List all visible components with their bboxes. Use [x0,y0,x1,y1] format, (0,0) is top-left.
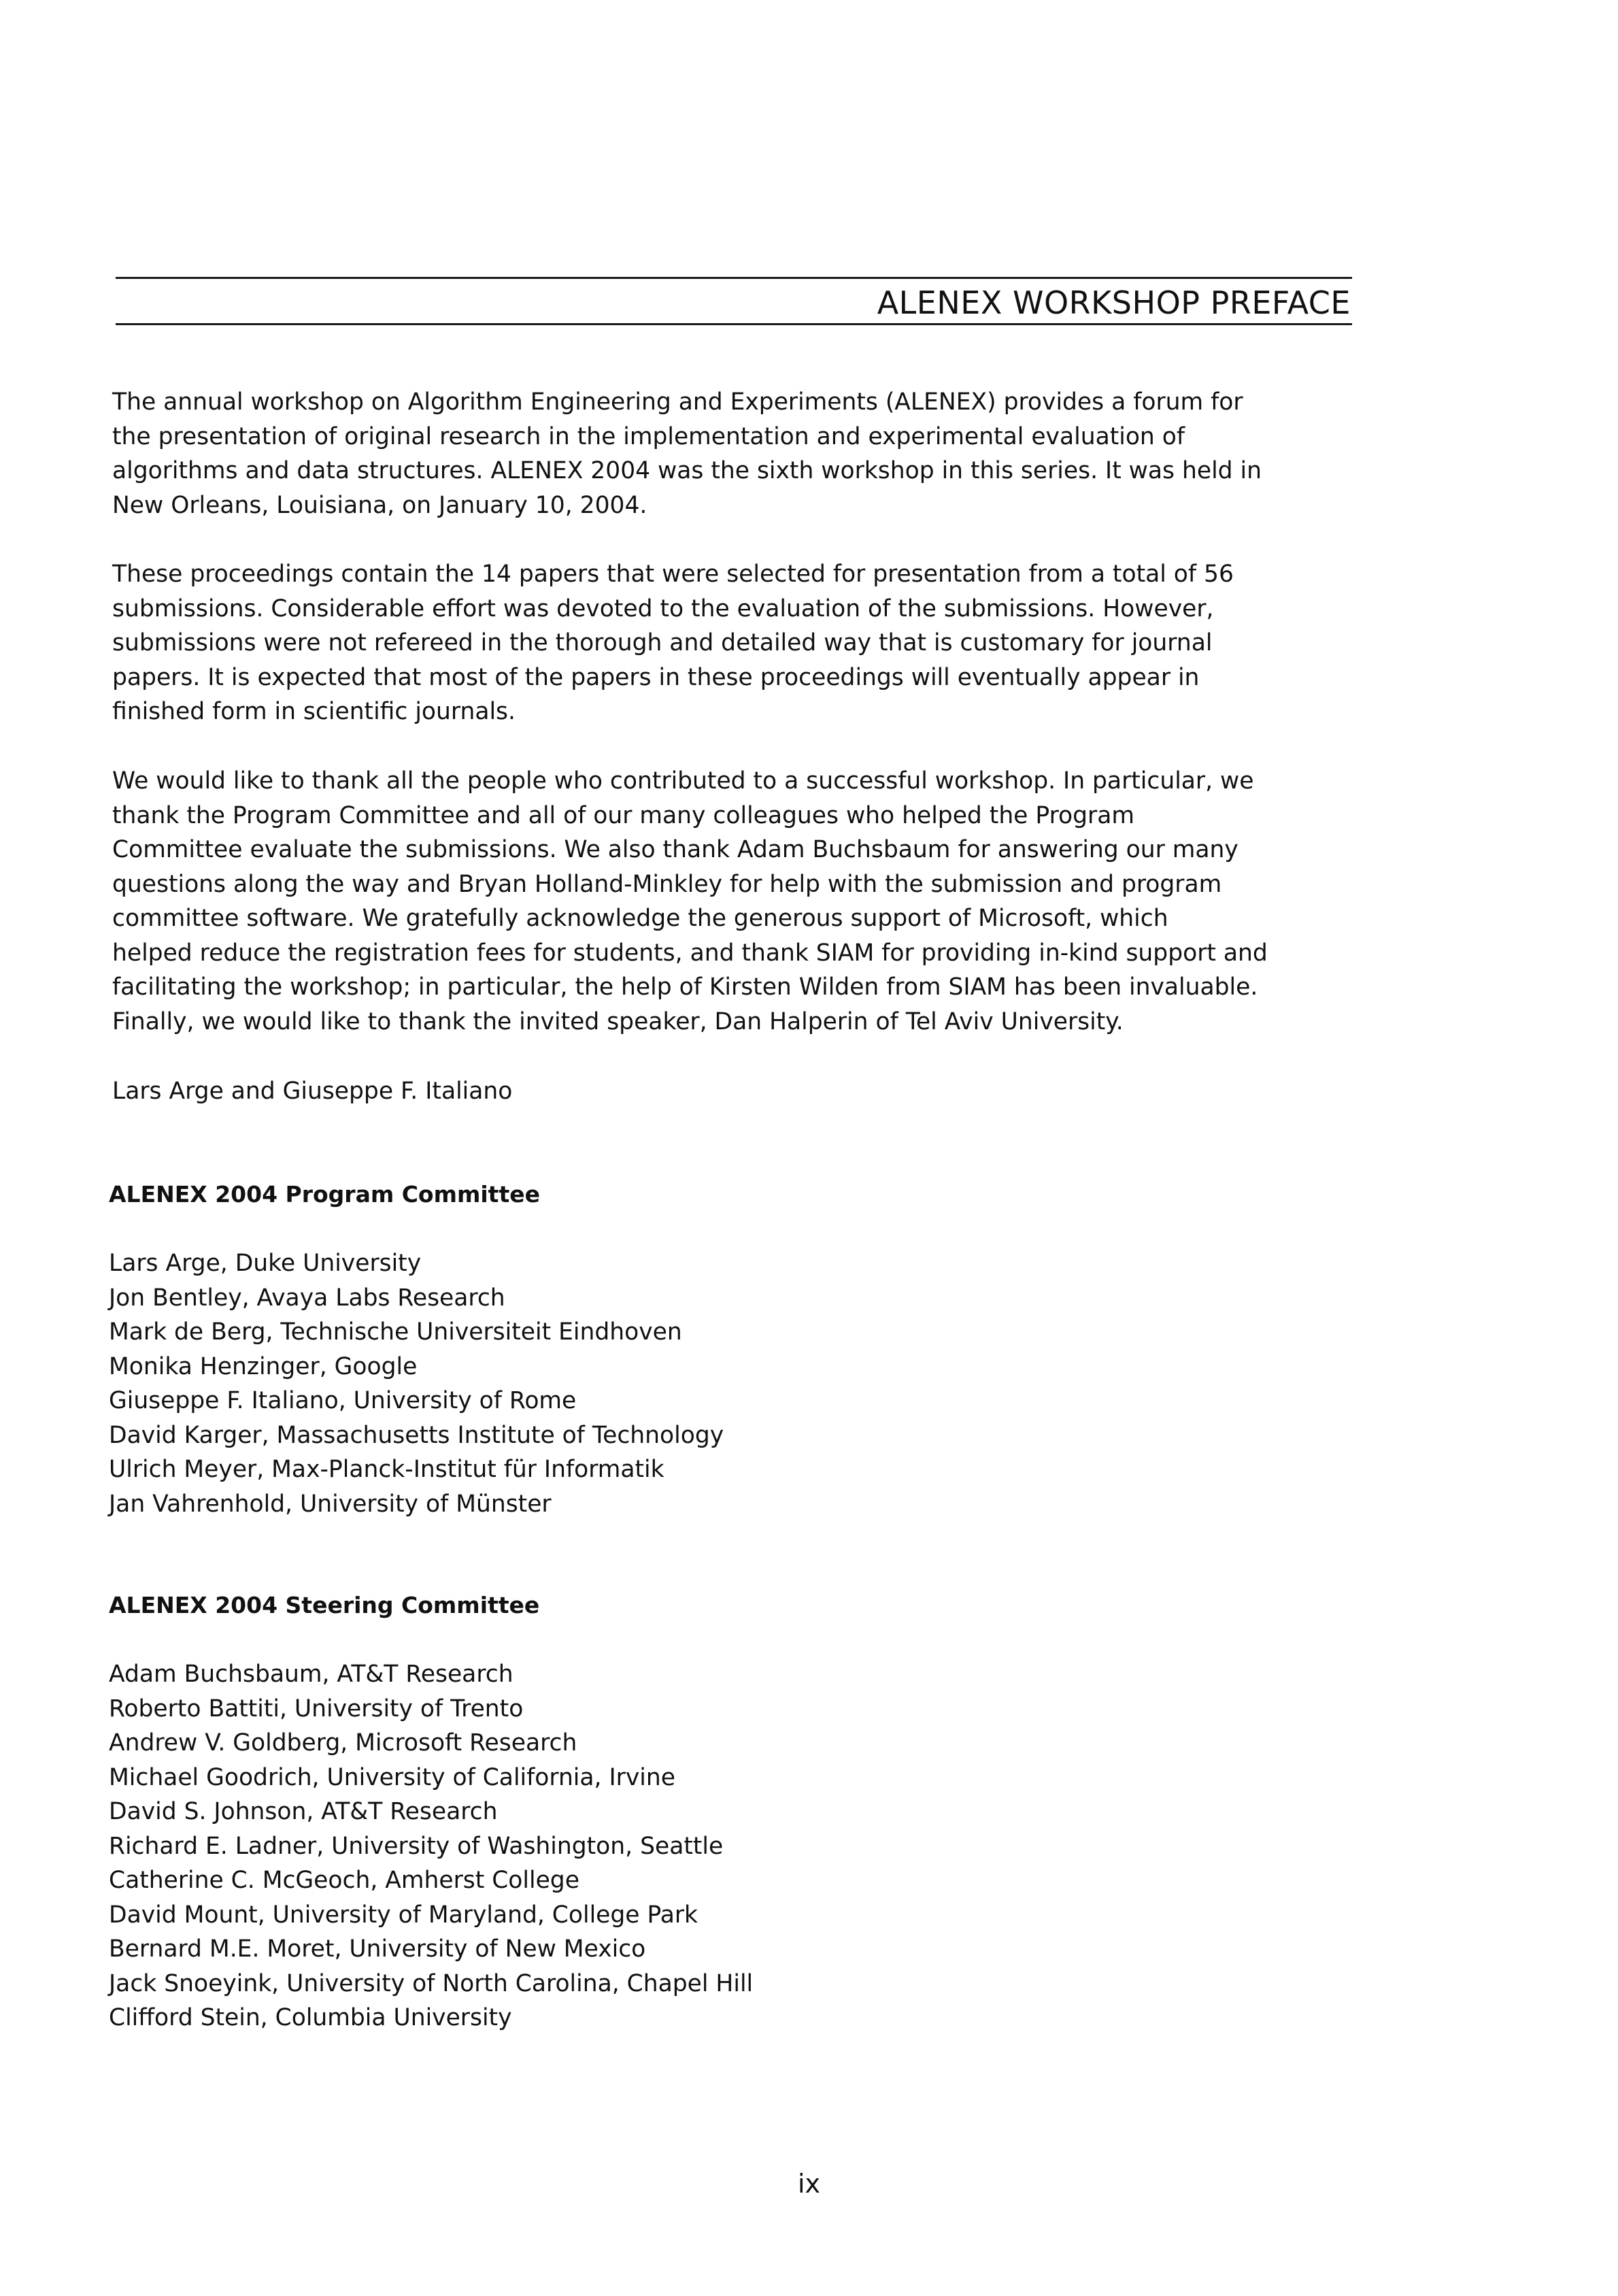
text-line: finished form in scientific journals. [112,698,516,725]
page-header-title: ALENEX WORKSHOP PREFACE [877,284,1351,321]
header-rule-bottom [116,323,1352,325]
text-line: helped reduce the registration fees for students, and thank SIAM for providing in-kind support and [112,939,1268,967]
header-rule-top [116,277,1352,279]
committee-member: Jack Snoeyink, University of North Carolina, Chapel Hill [109,1969,754,1997]
committee-member: Jan Vahrenhold, University of Münster [109,1490,552,1518]
committee-member: Michael Goodrich, University of California, Irvine [109,1763,675,1791]
committee-member: Adam Buchsbaum, AT&T Research [109,1661,513,1688]
text-line: facilitating the workshop; in particular, the help of Kirsten Wilden from SIAM has been invaluable. [112,974,1258,1001]
text-line: algorithms and data structures. ALENEX 2004 was the sixth workshop in this series. It was held in [112,457,1262,484]
committee-member: David Mount, University of Maryland, College Park [109,1901,698,1929]
committee-member: Mark de Berg, Technische Universiteit Eindhoven [109,1318,682,1346]
preface-paragraph-1 [112,385,1364,522]
preface-signature [112,1074,1364,1109]
committee-member: Giuseppe F. Italiano, University of Rome [109,1387,577,1414]
text-line: Finally, we would like to thank the invited speaker, Dan Halperin of Tel Aviv University. [112,1008,1124,1035]
page-number: ix [797,2169,821,2199]
committee-member: Andrew V. Goldberg, Microsoft Research [109,1729,577,1757]
text-line: These proceedings contain the 14 papers that were selected for presentation from a total of 56 [112,561,1234,588]
committee-member: Catherine C. McGeoch, Amherst College [109,1867,579,1894]
committee-member: Richard E. Ladner, University of Washington, Seattle [109,1832,724,1860]
committee-member: Bernard M.E. Moret, University of New Mexico [109,1935,646,1963]
text-line: New Orleans, Louisiana, on January 10, 2004. [112,491,647,519]
committee-member: Ulrich Meyer, Max-Planck-Institut für Informatik [109,1456,664,1483]
text-line: Committee evaluate the submissions. We also thank Adam Buchsbaum for answering our many [112,836,1238,863]
text-line: the presentation of original research in the implementation and experimental evaluation of [112,422,1185,450]
program-committee-list [109,1246,1360,1521]
program-committee-heading: ALENEX 2004 Program Committee [109,1181,540,1208]
committee-member: Monika Henzinger, Google [109,1352,418,1380]
text-line: We would like to thank all the people who contributed to a successful workshop. In particular, we [112,767,1254,795]
committee-member: Jon Bentley, Avaya Labs Research [109,1284,505,1312]
text-line: submissions were not refereed in the thorough and detailed way that is customary for journal [112,629,1213,656]
committee-member: Roberto Battiti, University of Trento [109,1695,524,1723]
committee-member: David Karger, Massachusetts Institute of Technology [109,1421,724,1449]
preface-paragraph-2 [112,557,1364,729]
text-line: committee software. We gratefully acknowledge the generous support of Microsoft, which [112,905,1168,932]
text-line: thank the Program Committee and all of our many colleagues who helped the Program [112,801,1134,829]
steering-committee-heading: ALENEX 2004 Steering Committee [109,1592,540,1618]
text-line: papers. It is expected that most of the papers in these proceedings will eventually appear in [112,663,1200,691]
steering-committee-list [109,1657,1360,2035]
preface-paragraph-3 [112,764,1364,1039]
signature-text: Lars Arge and Giuseppe F. Italiano [112,1078,513,1105]
committee-member: Lars Arge, Duke University [109,1250,422,1277]
text-line: submissions. Considerable effort was devoted to the evaluation of the submissions. However, [112,595,1214,622]
text-line: questions along the way and Bryan Holland-Minkley for help with the submission and program [112,870,1222,898]
committee-member: David S. Johnson, AT&T Research [109,1798,498,1825]
committee-member: Clifford Stein, Columbia University [109,2004,512,2031]
text-line: The annual workshop on Algorithm Engineering and Experiments (ALENEX) provides a forum for [112,388,1243,416]
